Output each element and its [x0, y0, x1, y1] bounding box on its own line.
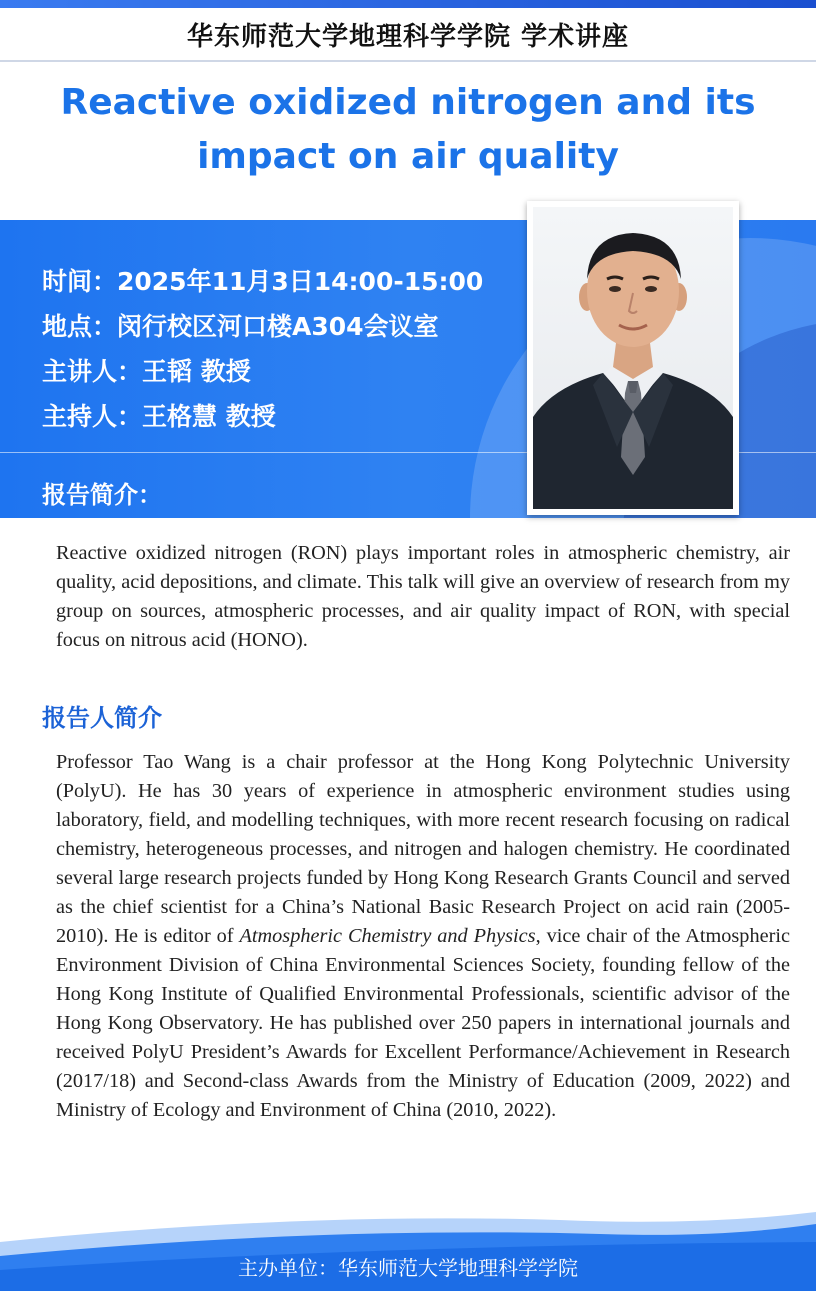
- bio-heading: 报告人简介: [42, 704, 162, 732]
- bio-text-part-1: Professor Tao Wang is a chair professor at the Hong Kong Polytechnic University (PolyU). He has 30 years of experience in atmospheric environment studies using laboratory, field, and modelling techniques, with more recent research focusing on radical chemistry, heterogeneous processes, and nitrogen and halogen chemistry. He coordinated several large research projects funded by Hong Kong Research Grants Council and served as the chief scientist for a China’s National Basic Research Project on acid rain (2005-2010). He is editor of: [56, 751, 790, 947]
- lecture-title-line-2: impact on air quality: [197, 136, 619, 177]
- footer-organizer: 主办单位：华东师范大学地理科学学院: [238, 1256, 578, 1280]
- lecture-speaker: 主讲人：王韬 教授: [42, 357, 251, 386]
- lecture-location: 地点：闵行校区河口楼A304会议室: [42, 312, 439, 341]
- speaker-photo: [527, 201, 739, 515]
- page-header: [0, 8, 816, 62]
- lecture-host: 主持人：王格慧 教授: [42, 402, 276, 431]
- lecture-time: 时间：2025年11月3日14:00-15:00: [42, 267, 484, 296]
- lecture-title: [40, 76, 776, 184]
- lecture-title-line-1: Reactive oxidized nitrogen and its: [60, 82, 756, 123]
- bio-text: [56, 748, 790, 1125]
- bio-journal-name: Atmospheric Chemistry and Physics: [239, 925, 536, 947]
- page-footer: [0, 1212, 816, 1291]
- speaker-portrait-illustration: [533, 207, 733, 509]
- speaker-photo-image: [533, 207, 733, 509]
- header-title: 华东师范大学地理科学学院 学术讲座: [186, 21, 630, 52]
- abstract-heading: 报告简介：: [42, 481, 162, 509]
- bio-text-part-2: , vice chair of the Atmospheric Environment Division of China Environmental Sciences Society, founding fellow of the Hong Kong Institute of Qualified Environmental Professionals, scientific advisor of the Hong Kong Observatory. He has published over 250 papers in international journals and received PolyU President’s Awards for Excellent Performance/Achievement in Research (2017/18) and Second-class Awards from the Ministry of Education (2009, 2022) and Ministry of Ecology and Environment of China (2010, 2022).: [56, 925, 790, 1121]
- top-accent-strip: [0, 0, 816, 8]
- abstract-text: Reactive oxidized nitrogen (RON) plays important roles in atmospheric chemistry, air quality, acid depositions, and climate. This talk will give an overview of research from my group on sources, atmospheric processes, and air quality impact of RON, with special focus on nitrous acid (HONO).: [56, 542, 790, 651]
